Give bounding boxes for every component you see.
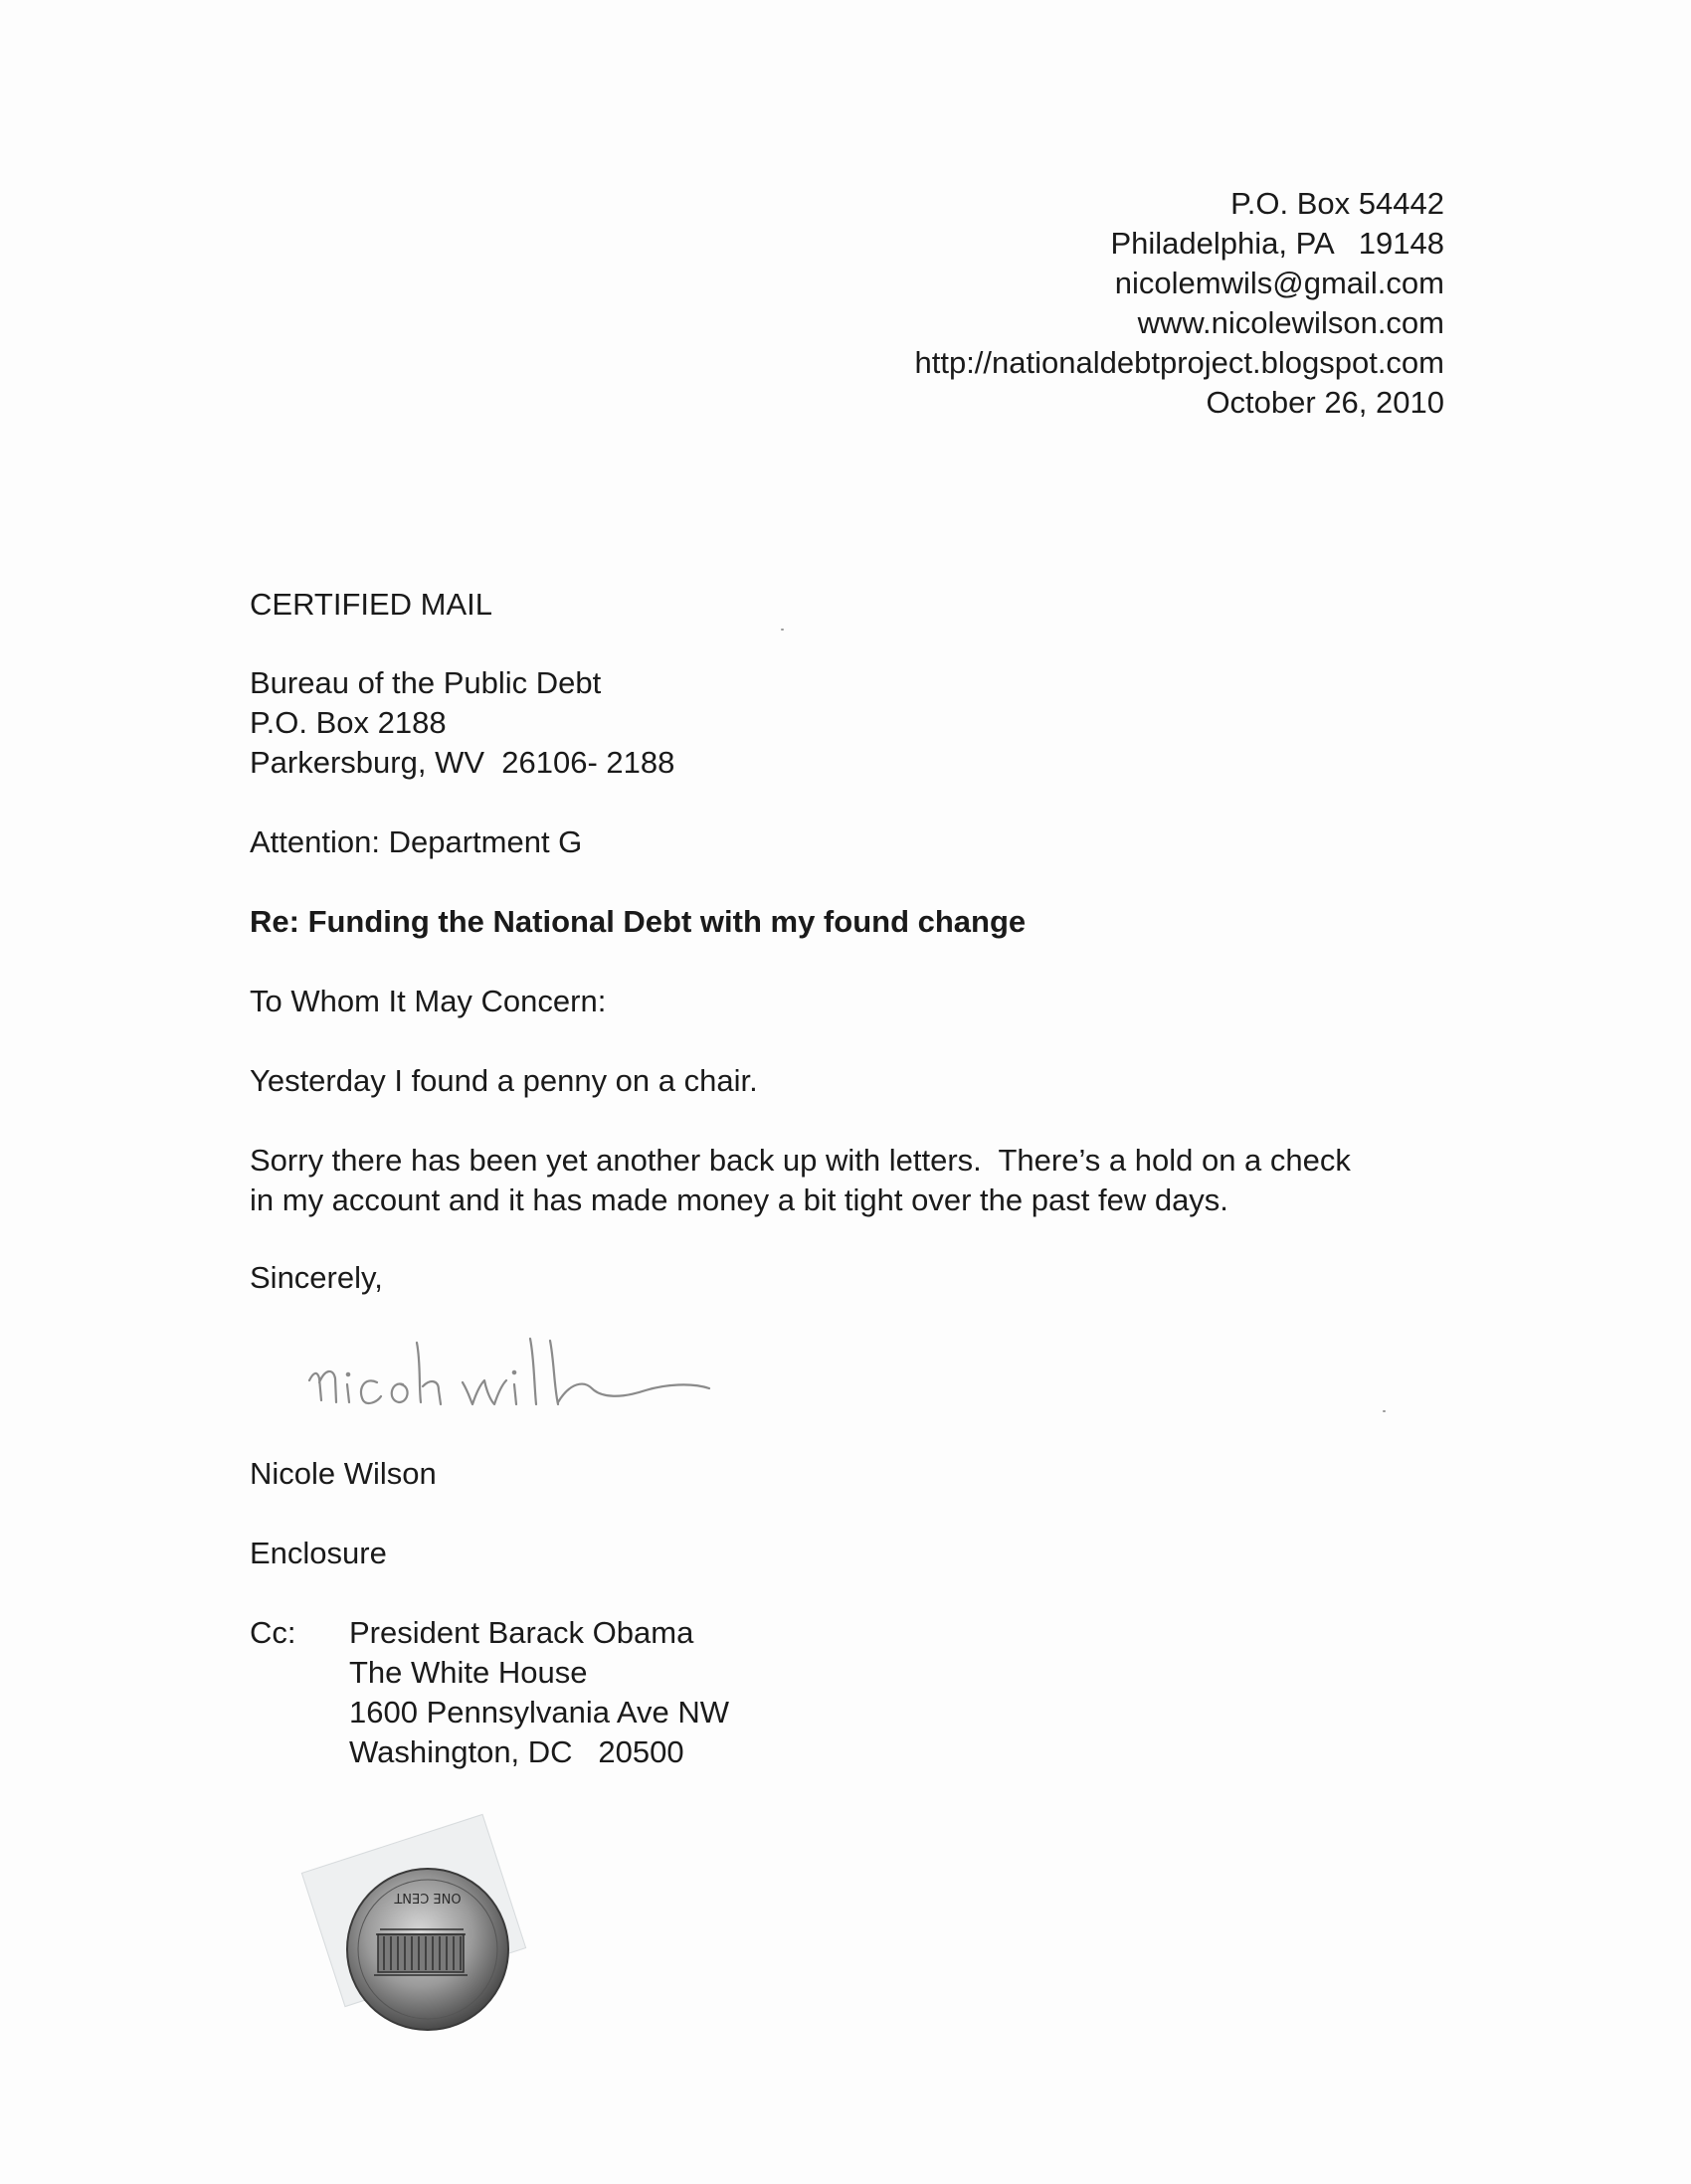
scan-speck <box>1383 1410 1386 1412</box>
sender-po-box: P.O. Box 54442 <box>1230 186 1444 221</box>
penny-coin-icon <box>318 1840 547 2039</box>
recipient-name: Bureau of the Public Debt <box>250 665 602 700</box>
paragraph-2-line-2: in my account and it has made money a bit tight over the past few days. <box>250 1183 1228 1217</box>
certified-mail-label: CERTIFIED MAIL <box>250 587 493 622</box>
sender-website: www.nicolewilson.com <box>1137 305 1444 340</box>
cc-label: Cc: <box>250 1615 296 1650</box>
handwritten-signature <box>303 1323 741 1432</box>
enclosure-label: Enclosure <box>250 1536 387 1570</box>
recipient-address-block <box>250 663 1443 783</box>
cc-line-name: President Barack Obama <box>349 1615 694 1650</box>
paragraph-2-line-1: Sorry there has been yet another back up with letters. There’s a hold on a check <box>250 1143 1351 1178</box>
sender-blog-url: http://nationaldebtproject.blogspot.com <box>914 345 1444 380</box>
subject-line: Re: Funding the National Debt with my found change <box>250 904 1027 939</box>
cc-address <box>349 1613 729 1772</box>
sender-city-state-zip: Philadelphia, PA 19148 <box>1110 226 1444 261</box>
cc-line-city-state-zip: Washington, DC 20500 <box>349 1734 684 1769</box>
sender-address-block <box>914 184 1444 423</box>
salutation: To Whom It May Concern: <box>250 984 607 1018</box>
recipient-po-box: P.O. Box 2188 <box>250 705 447 740</box>
signature-icon <box>303 1323 741 1432</box>
closing: Sincerely, <box>250 1260 383 1295</box>
scan-speck <box>781 629 784 631</box>
cc-block <box>250 1613 729 1772</box>
paragraph-2 <box>250 1141 1443 1220</box>
paragraph-1: Yesterday I found a penny on a chair. <box>250 1063 758 1098</box>
sender-email: nicolemwils@gmail.com <box>1114 266 1444 300</box>
signature-name: Nicole Wilson <box>250 1456 437 1491</box>
taped-penny <box>318 1840 547 2039</box>
cc-line-street: 1600 Pennsylvania Ave NW <box>349 1695 729 1729</box>
cc-line-building: The White House <box>349 1655 588 1690</box>
coin-text: ONE CENT <box>394 1890 462 1905</box>
attention-line: Attention: Department G <box>250 824 583 859</box>
letter-date: October 26, 2010 <box>1206 385 1444 420</box>
recipient-city-state-zip: Parkersburg, WV 26106- 2188 <box>250 745 675 780</box>
